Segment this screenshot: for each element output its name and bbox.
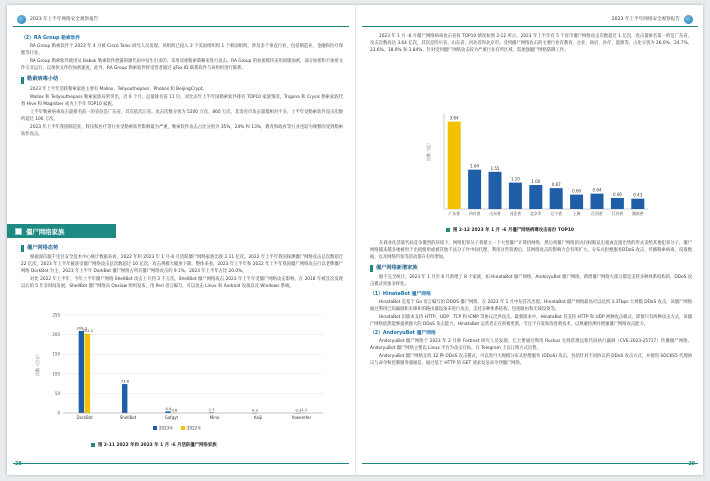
bar (591, 194, 604, 209)
paragraph: 上半年勒索病毒攻击量排名前一的省份是广东省，其次依次江省。攻击次数分别为 5200 万次、860 万次，其余省市攻击量都相对不多，上半年受勒索软件攻击次数约超过 100 万次。 (21, 109, 343, 122)
data-label: 1.10 (510, 176, 520, 182)
left-header-title: 2023 年上半年网络安全观察报告 (30, 17, 99, 22)
y-tick-label: 200 (52, 332, 60, 338)
y-tick-label: 0 (57, 410, 60, 416)
paragraph: AndoryuBot 僵尸网络于 2023 年 2 月被 Fortinet 研究人员发现，它主要通过利用 Ruckus 无线管理远程代码执行漏洞（CVE-2023-25717）传播僵尸网络。AndoryuBot 僵尸网络主要以 Linux 平台为攻击目标，在 Telegram 上以订阅方式出售。 (370, 339, 692, 352)
data-label: 3.64 (449, 115, 459, 121)
data-label: 202.3 (82, 329, 93, 334)
x-tick-label: 山东省 (489, 211, 501, 216)
y-axis-label: 次数（百万） (35, 352, 40, 376)
x-tick-label: 广东省 (448, 211, 460, 216)
x-tick-label: DorkBot (76, 415, 93, 420)
section-marker (370, 265, 373, 272)
x-tick-label: Gafgyt (164, 415, 179, 420)
right-intro (370, 33, 692, 55)
andoryubot-heading: （2）AndoryuBot 僵尸网络 (370, 331, 436, 337)
paragraph: HinataBot 是基于 Go 语言编写的 DDOS 僵尸网络，在 2023 年 1 月中旬首次出现。HinataBot 僵尸网络最高可以达到 3.3Tbps 大规模 DDoS 攻击，该僵尸网络通过利用已知漏洞和未修补的路由器设备来进行攻击，支持多种体系结构，包括路由和无线设备等。 (370, 299, 692, 312)
caption-square-icon (446, 228, 450, 232)
botnet-family-chart (31, 307, 331, 437)
data-label: 1.7 (208, 407, 215, 412)
x-tick-label: 湖南省 (632, 211, 644, 216)
legend-swatch (181, 426, 185, 430)
y-tick-label: 100 (52, 371, 60, 377)
x-tick-label: 河北省 (509, 211, 522, 216)
bar (165, 411, 170, 413)
y-tick-label: 250 (52, 312, 60, 318)
data-label: 1.55 (490, 165, 500, 171)
province-top10-chart-svg (422, 105, 652, 225)
left-page (7, 5, 355, 475)
caption-text: 图 2-12 2023 年 1 月 -6 月僵尸网络病毒攻击省份 TOP10 (453, 228, 574, 233)
header-rule (362, 26, 698, 27)
banner-title: 僵尸网络家族 (26, 227, 65, 236)
section-heading-new-families (370, 265, 692, 272)
legend-label: 2022年 (187, 425, 202, 431)
y-axis-label: 次数（亿） (426, 141, 431, 161)
data-label: 1.64 (470, 163, 480, 169)
y-tick-label: 150 (52, 351, 60, 357)
x-tick-label: Yowerefer (291, 415, 312, 420)
bar (122, 384, 127, 413)
caption-text: 图 2-11 2022 年和 2023 年 1 月 -6 月活跃僵尸网络家族 (98, 443, 217, 448)
x-tick-label: 江苏省 (611, 211, 624, 216)
section-title: 勒索病毒小结 (27, 76, 59, 83)
data-label: 73.8 (120, 379, 130, 384)
paragraph: 对比 2022 年上半年，今年上半年僵尸网络 ShellBot 攻击上升到 3 千万次，ShellBot 僵尸网络攻击 2023 年上半年受僵尸网络攻击影响，在 2018 年被首次发现以后的 5 年多时间发展，ShellBot 僵尸网络向 Ooxiaw 组织发布，用 Perl 语言编写，可以攻击 Linux 和 Android 设备以及 Windows 系统。 (21, 277, 343, 290)
banner-square-icon (15, 228, 22, 235)
x-tick-label: 上海 (572, 211, 581, 216)
paragraph: RA Group 勒索软件于 2023 年 4 月被 Cisco Talos 研究人员发现。该组织已侵入 3 个美国组织和 1 个韩国组织，涉及多个垂直行业，包括制造业、金融和医疗保健等行业。 (21, 44, 343, 57)
botnet-family-banner (7, 224, 116, 238)
logo-icon (684, 15, 693, 24)
figure-caption-2-12 (446, 227, 574, 233)
paragraph: AndoryuBot 僵尸网络支持 12 种 DDoS 攻击模式，可以进行大规模分布式拒绝服务 (DDoS) 攻击，包括针对不同协议的 DDoS 攻击方式，并使用 SOCKS5 代理协议与命令和控制服务器通信，通过基于 HTTP 的 GET 请求发送命令到僵尸网络。 (370, 354, 693, 367)
bar (468, 170, 481, 209)
paragraph: 2023 年上半年我国制造业，科技和医疗等行业受勒索软件影响最为严重，勒索软件攻击占比分别为 35%、24% 和 13%，教育和政府等行业也较为频繁的受到勒索软件攻击。 (21, 125, 343, 138)
footer-rule (362, 463, 698, 464)
bar (529, 185, 542, 209)
x-tick-label: 北京市 (530, 211, 542, 216)
data-label: 0.6 (171, 408, 178, 413)
caption-square-icon (91, 443, 95, 447)
paragraph: 根据深信服千里目安全技术中心统计数据来看，2022 年和 2023 年 1 月-6 月活跃僵尸网络家族出现 2.11 亿次。2022 年上半年我国探测僵尸网络攻击总次数超过 22 亿次，2023 年上半年截获受僵尸网络攻击总次数超过 10 亿次，攻击规模大幅度下降。整体来看，2023 年上半年和 2022 年上半年我国僵尸网络攻击行以老牌僵尸网络 DorkBot 为主，2023 年上半年 DorkBot 僵尸网络占所有僵尸网络攻击的 9.1%，2023 年上半年占比 20.0%。 (21, 255, 343, 275)
data-label: 0.3 (295, 408, 302, 413)
right-page (355, 5, 703, 475)
bar (489, 172, 502, 209)
data-label: 1.00 (531, 179, 541, 184)
section-heading-ransom-summary (21, 76, 343, 83)
x-tick-label: 辽宁省 (550, 211, 562, 216)
paragraph: 据不完全统计，2023 年 1 月至 6 月新增了 8 个家族，如 HinataBot 僵尸网络、AndoryuBot 僵尸网络，新增僵尸网络大部分都是支持多种体系结构的，DDoS 攻击模式更加多样化。 (370, 275, 692, 288)
section-heading-botnet-situation (21, 245, 343, 252)
bar (570, 195, 583, 209)
data-label: 0.43 (633, 192, 643, 198)
bar (550, 188, 563, 209)
page-number: 28 (15, 462, 22, 467)
section-marker (21, 245, 24, 252)
logo-icon (17, 15, 26, 24)
x-tick-label: Mirai (209, 415, 220, 420)
legend-swatch (153, 426, 157, 430)
footer-rule (13, 463, 349, 464)
header-rule (13, 26, 349, 27)
figure-caption-2-11 (91, 442, 217, 448)
right-page-header (612, 13, 697, 25)
bar (79, 331, 84, 413)
section-marker (21, 77, 24, 84)
bar (631, 199, 644, 209)
data-label: 0.64 (592, 187, 602, 193)
hinatabot-heading: （1）HinataBot 僵尸网络 (370, 291, 431, 297)
paragraph: Mallox 和 Tellyouthepass 勒索家族异常突出，近 6 个月。总量排名前 11 位。对比去年上半年国勒索软件排名 TOP10 家族情况，Trigona 和 Crysis 勒索家族代替 Hive 和 Magniber 成为上半年 TOP10 家族。 (21, 94, 343, 107)
document-spread (7, 5, 703, 475)
province-top10-chart (422, 105, 652, 225)
data-label: 0.46 (612, 191, 622, 197)
x-tick-label: 四川省 (468, 211, 481, 216)
page-number: 29 (688, 462, 695, 467)
paragraph: 在商业化活量代码竞争激烈的环境下，网络犯罪分子将建立一个大型僵尸计算机网络，然后将僵尸网络的访问权限以出租或直接出售的形式卖给其他犯罪分子，僵尸网络越来越多地被用于出租使用或被其他不法分子作中间代理，利用这些资源后，其网络攻击的影响力会有所扩大，分布式拒绝服务DDoS 攻击、传播勒索病毒、窃取数据，以及网络钓鱼等活动都在有所增加。 (370, 241, 692, 261)
right-body (370, 240, 692, 369)
botnet-family-chart-svg (31, 307, 331, 437)
data-label: 0.87 (551, 182, 561, 188)
bar (611, 198, 624, 209)
section-title: 僵尸网络态势 (27, 245, 59, 251)
y-tick-label: 50 (54, 390, 60, 396)
data-label: 1.1 (301, 408, 308, 413)
data-label: 0.3 (252, 408, 258, 413)
data-label: 4.4 (165, 406, 172, 411)
bar (448, 122, 461, 209)
data-label: 0.60 (572, 188, 582, 194)
ra-group-heading: （2）RA Group 勒索软件 (21, 36, 81, 41)
left-body-bottom (21, 241, 343, 292)
x-tick-label: ShellBot (119, 415, 137, 420)
x-tick-label: 江西省 (591, 211, 603, 216)
bar (509, 183, 522, 209)
legend-label: 2023年 (159, 425, 174, 431)
paragraph: 2023 年 1 月 -6 月僵尸网络病毒攻击省份 TOP10 情况如图 2-12 所示。2023 年上半年有 5 个省市僵尸网络攻击次数超过 1 亿次，攻击量排名第一的是广东省，攻击次数高达 3.64 亿次，其次是四川省、山东省、河北省和北京市。受到僵尸网络攻击的主要行业有教育、企业、政府、医疗、能源等，占比分别为 26.0%、24.7%、23.6%、18.0% 和 3.84%。针对受到僵尸网络攻击较为严重行业有所区域，需加强僵尸网络防御工作。 (370, 34, 692, 54)
data-label: 209.3 (76, 326, 87, 331)
left-body-top (21, 33, 343, 139)
x-tick-label: Kaiji (253, 415, 263, 420)
right-header-title: 2023 年上半年网络安全观察报告 (611, 17, 680, 22)
left-page-header (13, 13, 98, 25)
paragraph: RA Group 勒索软件使用从 Babuk 勒索软件泄露的源代码中衍生出来的，采用双重勒索策略来进行攻击。RA Group 的加密模块采用间歇加密，部分加密和不加密文件交叉运行，以加快文件的加密速度。此外，RA Group 勒索软件将受害者通过 qTox ID 联系软件与该组织进行联系。 (21, 59, 343, 72)
paragraph: HinataBot 旧版本支持 HTTP、UDP、TCP 和 ICMP 等协议泛洪攻击，最新版本中，HinataBot 仅支持 HTTP 和 UDP 两种攻击模式，即使只有两种攻击方式，该僵尸网络依然能够提供强大的 DDoS 攻击能力，HinataBot 运营者正在积极更新，专注于开发和改进新技术，以规避检测并增强僵尸网络攻击能力。 (370, 314, 692, 327)
paragraph: 2023 年上半年活跃勒索家族主要有 Mallox、Tellyouthepass、Phobos 和 BeijingCrypt。 (30, 86, 207, 92)
section-title: 僵尸网络新增家族 (376, 265, 418, 272)
bar (85, 334, 90, 413)
